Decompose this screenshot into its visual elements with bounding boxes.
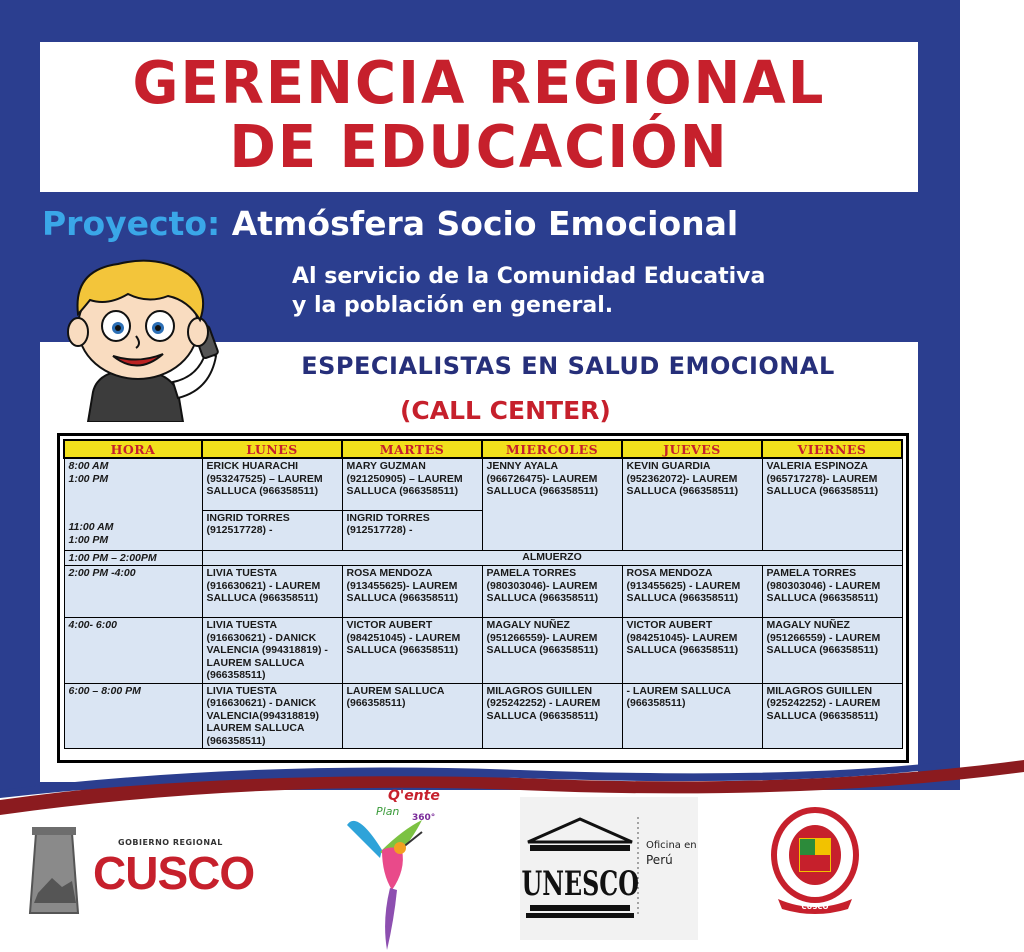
table-cell: PAMELA TORRES (980303046)- LAUREM SALLUCA (966358511) (482, 566, 622, 618)
table-row (64, 618, 902, 684)
time-cell: 1:00 PM – 2:00PM (64, 550, 202, 566)
lunch-cell: ALMUERZO (202, 550, 902, 566)
table-cell: MILAGROS GUILLEN (925242252) - LAUREM SALLUCA (966358511) (762, 683, 902, 749)
column-header: LUNES (202, 440, 342, 458)
qente-label: Q'ente (388, 788, 440, 804)
table-cell: INGRID TORRES (912517728) - (202, 510, 342, 550)
gerencia-regional-seal (768, 803, 862, 915)
table-cell: MAGALY NUÑEZ (951266559)- LAUREM SALLUCA (966358511) (482, 618, 622, 684)
table-row (64, 683, 902, 749)
column-header: JUEVES (622, 440, 762, 458)
table-header-row (64, 440, 902, 458)
project-line (42, 204, 942, 243)
time-cell: 6:00 – 8:00 PM (64, 683, 202, 749)
table-cell: VICTOR AUBERT (984251045)- LAUREM SALLUCA (966358511) (622, 618, 762, 684)
table-cell: MARY GUZMAN (921250905) – LAUREM SALLUCA (966358511) (342, 458, 482, 510)
qente-360-label: 360° (412, 813, 436, 823)
column-header: VIERNES (762, 440, 902, 458)
time-label: 1:00 PM (68, 533, 109, 546)
unesco-country-label: Perú (646, 853, 673, 867)
column-header: MIERCOLES (482, 440, 622, 458)
table-cell: - LAUREM SALLUCA (966358511) (622, 683, 762, 749)
column-header: HORA (64, 440, 202, 458)
table-cell: JENNY AYALA (966726475)- LAUREM SALLUCA (966358511) (482, 458, 622, 550)
table-cell: KEVIN GUARDIA (952362072)- LAUREM SALLUCA (966358511) (622, 458, 762, 550)
table-cell: VALERIA ESPINOZA (965717278)- LAUREM SALLUCA (966358511) (762, 458, 902, 550)
call-center-heading: (CALL CENTER) (400, 396, 611, 425)
unesco-office-label: Oficina en (646, 840, 697, 851)
time-cell: 4:00- 6:00 (64, 618, 202, 684)
unesco-word: UNESCO (521, 862, 639, 904)
project-name: Atmósfera Socio Emocional (231, 204, 739, 243)
unesco-logo (520, 797, 698, 940)
page-title-line1: GERENCIA REGIONAL (132, 49, 826, 118)
table-cell: PAMELA TORRES (980303046) - LAUREM SALLUCA (966358511) (762, 566, 902, 618)
schedule-table (57, 433, 909, 763)
table-cell: ERICK HUARACHI (953247525) – LAUREM SALLUCA (966358511) (202, 458, 342, 510)
specialists-heading: ESPECIALISTAS EN SALUD EMOCIONAL (301, 352, 835, 380)
unesco-temple-icon (520, 797, 698, 940)
table-row (64, 550, 902, 566)
table-cell: LAUREM SALLUCA (966358511) (342, 683, 482, 749)
time-label: 8:00 AM (68, 460, 109, 472)
table-row (64, 458, 902, 510)
cusco-logo-text: CUSCO (93, 847, 255, 899)
seal-bottom-text: CUSCO (801, 903, 829, 911)
table-row (64, 566, 902, 618)
time-cell (64, 458, 202, 550)
table-cell: VICTOR AUBERT (984251045) - LAUREM SALLUCA (966358511) (342, 618, 482, 684)
column-header: MARTES (342, 440, 482, 458)
table-cell: LIVIA TUESTA (916630621) - DANICK VALENCIA (994318819) - LAUREM SALLUCA (966358511) (202, 618, 342, 684)
subtitle (292, 262, 765, 320)
table-cell: ROSA MENDOZA (913455625) - LAUREM SALLUCA (966358511) (622, 566, 762, 618)
subtitle-line2: y la población en general. (292, 293, 614, 318)
qente-plan-label: Plan (376, 805, 400, 818)
time-label: 1:00 PM (68, 472, 109, 485)
table-cell: MILAGROS GUILLEN (925242252) - LAUREM SALLUCA (966358511) (482, 683, 622, 749)
table-cell: LIVIA TUESTA (916630621) - DANICK VALENCIA(994318819) LAUREM SALLUCA (966358511) (202, 683, 342, 749)
boy-on-phone-illustration (38, 252, 238, 422)
page-title-line2: DE EDUCACIÓN (229, 113, 729, 182)
table-cell: ROSA MENDOZA (913455625)- LAUREM SALLUCA (966358511) (342, 566, 482, 618)
cusco-small-label: GOBIERNO REGIONAL (118, 838, 223, 847)
subtitle-line1: Al servicio de la Comunidad Educativa (292, 264, 766, 289)
footer-wave-decoration (0, 760, 1024, 820)
table-cell: LIVIA TUESTA (916630621) - LAUREM SALLUCA (966358511) (202, 566, 342, 618)
title-box (40, 42, 918, 192)
time-label: 11:00 AM (68, 521, 114, 533)
table-cell: INGRID TORRES (912517728) - (342, 510, 482, 550)
time-cell: 2:00 PM -4:00 (64, 566, 202, 618)
project-label: Proyecto: (42, 204, 221, 243)
table-cell: MAGALY NUÑEZ (951266559) - LAUREM SALLUCA (966358511) (762, 618, 902, 684)
